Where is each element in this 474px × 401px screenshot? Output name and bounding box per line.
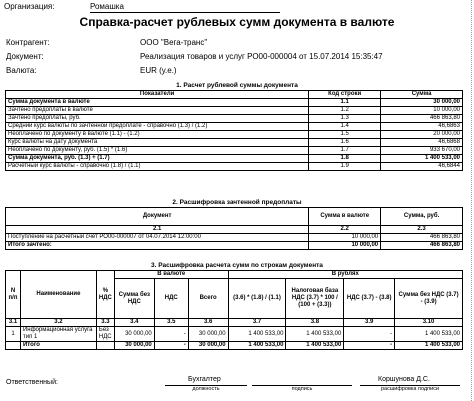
total-r2: 1 400 533,00 [286, 342, 344, 350]
col-r4: Сумма без НДС (3.7) - (3.9) [395, 279, 463, 319]
meta-currency [6, 66, 177, 75]
table-row [6, 234, 463, 242]
meta-document [6, 52, 383, 61]
col-header: Сумма, руб. [381, 208, 463, 226]
section1-table [5, 90, 463, 171]
meta-value: EUR (у.е.) [140, 66, 177, 75]
org-value: Ромашка [90, 2, 124, 11]
row-vat: - [154, 327, 188, 342]
row-cur: 10 000,00 [309, 234, 381, 242]
row-r4: 1 400 533,00 [395, 327, 463, 342]
row-doc: Поступление на расчетный счет РО00-000007 от 04.07.2014 12:00:00 [6, 234, 309, 242]
caption-decode: расшифровка подписи [380, 386, 440, 392]
row-name: Зачтено предоплаты, руб. [6, 115, 309, 123]
row-name: Информационная услуга тип 1 [20, 327, 96, 342]
group-currency: В валюте [114, 271, 228, 279]
col-code: 3.9 [344, 319, 395, 327]
col-total: Всего [188, 279, 228, 319]
meta-value: ООО "Вега-транс" [140, 38, 208, 47]
col-vat-pct: % НДС [96, 271, 114, 319]
table-row [6, 163, 463, 171]
row-code: 1.2 [309, 107, 381, 115]
total-r1: 1 400 533,00 [228, 342, 286, 350]
table-row [6, 327, 463, 342]
section2-title: 2. Расшифровка зачтенной предоплаты [172, 199, 302, 206]
row-r2: 1 400 533,00 [286, 327, 344, 342]
row-code: 1.7 [309, 147, 381, 155]
col-header: Сумма [381, 91, 463, 99]
row-code: 1.1 [309, 99, 381, 107]
col-r1: (3.6) * (1.8) / (1.1) [228, 279, 286, 319]
col-header: Показатели [6, 91, 309, 99]
col-code: 3.3 [96, 319, 114, 327]
meta-label: Контрагент: [6, 38, 50, 47]
row-n: 1 [6, 327, 21, 342]
signature-label: Ответственный: [6, 379, 58, 386]
col-vat: НДС [154, 279, 188, 319]
section1-title: 1. Расчет рублевой суммы документа [176, 82, 298, 89]
row-code: 1.4 [309, 123, 381, 131]
row-r3: - [344, 327, 395, 342]
total-label: Итого [20, 342, 96, 350]
row-code: 1.5 [309, 131, 381, 139]
total-r4: 1 400 533,00 [395, 342, 463, 350]
row-sum: 46,6868 [381, 139, 463, 147]
table-row [6, 107, 463, 115]
caption-sign: подпись [291, 386, 313, 392]
total-cur: 10 000,00 [309, 242, 381, 250]
total-sum: 30 000,00 [114, 342, 154, 350]
table-row [6, 147, 463, 155]
row-sum: 46,6863 [381, 123, 463, 131]
row-code: 1.9 [309, 163, 381, 171]
row-name: Неоплачено по документу в валюте (1.1) - (1.2) [6, 131, 309, 139]
row-name: Зачтено предоплаты в валюте [6, 107, 309, 115]
row-vat-pct: Без НДС [96, 327, 114, 342]
signature-position: Бухгалтер [188, 376, 221, 383]
col-n: N п/п [6, 271, 21, 319]
row-r1: 1 400 533,00 [228, 327, 286, 342]
group-rub: В рублях [228, 271, 462, 279]
col-header: Документ [6, 208, 309, 226]
row-sum: 30 000,00 [381, 99, 463, 107]
table-row [6, 139, 463, 147]
table-row [6, 99, 463, 107]
row-total: 30 000,00 [188, 327, 228, 342]
row-name: Неоплачено по документу, руб. (1.5) * (1.6) [6, 147, 309, 155]
row-sum: 1 400 533,00 [381, 155, 463, 163]
col-r3: НДС (3.7) - (3.8) [344, 279, 395, 319]
row-name: Курс валюты на дату документа [6, 139, 309, 147]
total-r3: - [344, 342, 395, 350]
total-row [6, 242, 463, 250]
meta-label: Документ: [6, 52, 44, 61]
row-code: 1.6 [309, 139, 381, 147]
table-row [6, 123, 463, 131]
meta-label: Валюта: [6, 66, 37, 75]
caption-position: должность [192, 386, 220, 392]
col-code: 3.6 [188, 319, 228, 327]
total-vat: - [154, 342, 188, 350]
row-sum: 46,6844 [381, 163, 463, 171]
section2-table [5, 207, 463, 250]
total-label: Итого зачтено: [6, 242, 309, 250]
col-sum-novat: Сумма без НДС [114, 279, 154, 319]
signature-name: Коршунова Д.С. [378, 376, 430, 383]
section3-table [5, 270, 463, 350]
col-code: 3.5 [154, 319, 188, 327]
table-row [6, 155, 463, 163]
org-label: Организация: [4, 2, 55, 11]
total-total: 30 000,00 [188, 342, 228, 350]
row-name: Расчетный курс валюты - справочно (1.8) / (1.1) [6, 163, 309, 171]
row-name: Средний курс валюты по зачтенной предоплате - справочно (1.3) / (1.2) [6, 123, 309, 131]
row-name: Сумма документа в валюте [6, 99, 309, 107]
meta-counterparty [6, 38, 207, 47]
row-sum: 466 863,80 [381, 115, 463, 123]
org-underline [90, 12, 280, 13]
col-header: Сумма в валюте [309, 208, 381, 226]
total-row [6, 342, 463, 350]
col-code: 2.1 [6, 226, 309, 234]
col-code: 3.2 [20, 319, 96, 327]
meta-value: Реализация товаров и услуг РО00-000004 от 15.07.2014 15:35:47 [140, 52, 383, 61]
section3-title: 3. Расшифровка расчета сумм по строкам документа [151, 262, 323, 269]
document-title: Справка-расчет рублевых сумм документа в валюте [79, 15, 395, 29]
row-sum: 20 000,00 [381, 131, 463, 139]
row-rub: 466 863,80 [381, 234, 463, 242]
col-code: 3.4 [114, 319, 154, 327]
row-sum: 10 000,00 [381, 107, 463, 115]
total-rub: 466 863,80 [381, 242, 463, 250]
col-code: 3.7 [228, 319, 286, 327]
row-code: 1.3 [309, 115, 381, 123]
col-header: Код строки [309, 91, 381, 99]
row-sum: 30 000,00 [114, 327, 154, 342]
organization-line [4, 2, 124, 11]
row-sum: 933 670,00 [381, 147, 463, 155]
col-code: 2.3 [381, 226, 463, 234]
col-code: 3.8 [286, 319, 344, 327]
row-name: Сумма документа, руб. (1.3) + (1.7) [6, 155, 309, 163]
col-code: 3.10 [395, 319, 463, 327]
col-name: Наименование [20, 271, 96, 319]
row-code: 1.8 [309, 155, 381, 163]
table-row [6, 131, 463, 139]
table-row [6, 115, 463, 123]
col-code: 3.1 [6, 319, 21, 327]
col-r2: Налоговая база НДС (3.7) * 100 / (100 + (3.3)) [286, 279, 344, 319]
col-code: 2.2 [309, 226, 381, 234]
